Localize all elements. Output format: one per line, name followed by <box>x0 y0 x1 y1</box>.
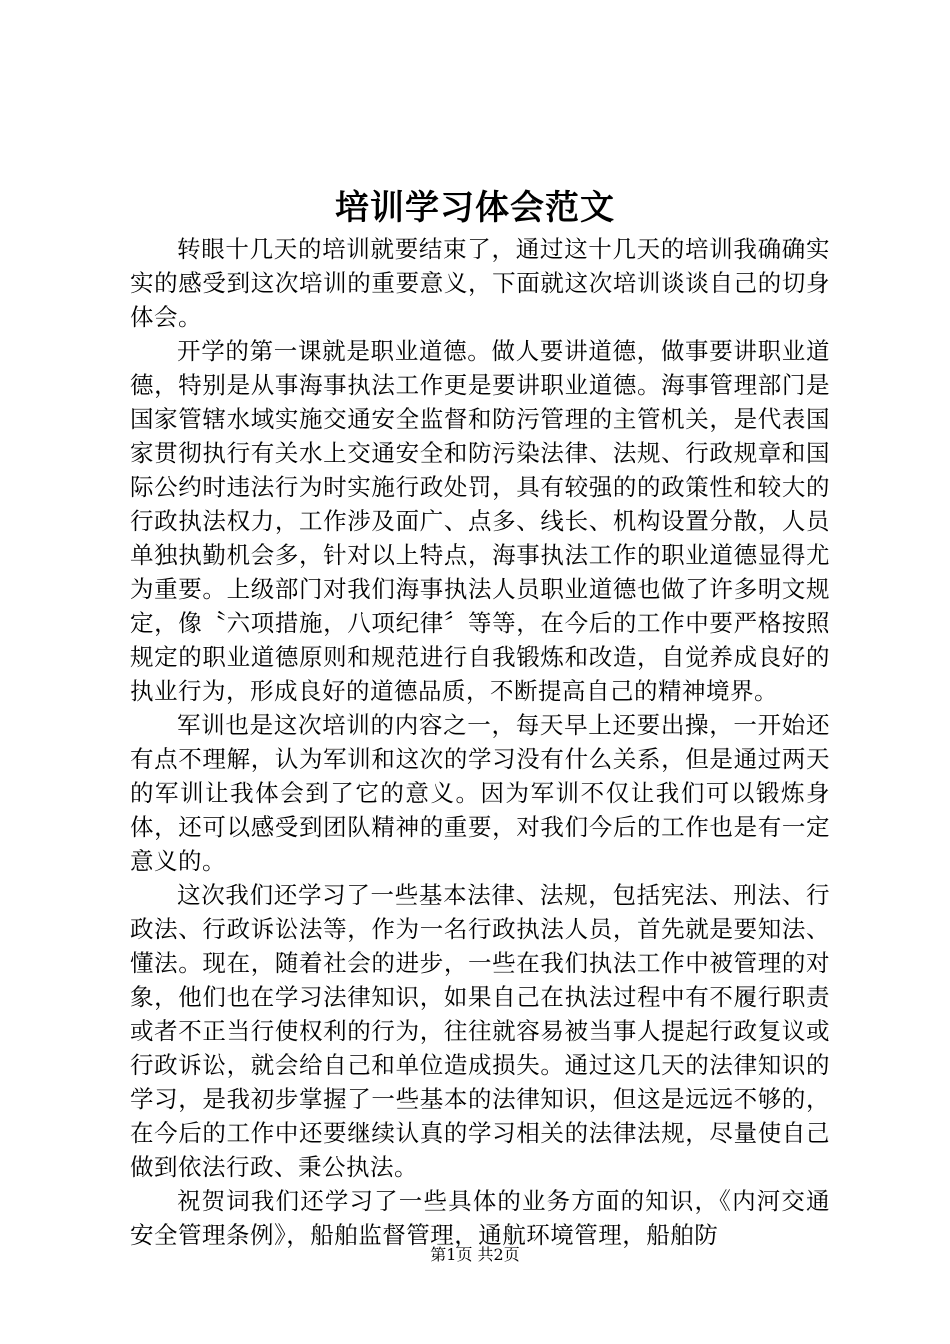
document-body <box>130 232 830 1252</box>
document-title: 培训学习体会范文 <box>335 188 615 228</box>
paragraph-law-study: 这次我们还学习了一些基本法律、法规，包括宪法、刑法、行政法、行政诉讼法等，作为一名行政执法人员，首先就是要知法、懂法。现在，随着社会的进步，一些在我们执法工作中被管理的对象，他们也在学习法律知识，如果自己在执法过程中有不履行职责或者不正当行使权利的行为，往往就容易被当事人提起行政复议或行政诉讼，就会给自己和单位造成损失。通过这几天的法律知识的学习，是我初步掌握了一些基本的法律知识，但这是远远不够的，在今后的工作中还要继续认真的学习相关的法律法规，尽量使自己做到依法行政、秉公执法。 <box>130 881 830 1181</box>
paragraph-business-knowledge: 祝贺词我们还学习了一些具体的业务方面的知识，《内河交通安全管理条例》，船舶监督管理，通航环境管理，船舶防 <box>130 1187 830 1249</box>
page-number-footer: 第1页 共2页 <box>430 1245 520 1264</box>
paragraph-military-training: 军训也是这次培训的内容之一，每天早上还要出操，一开始还有点不理解，认为军训和这次的学习没有什么关系，但是通过两天的军训让我体会到了它的意义。因为军训不仅让我们可以锻炼身体，还可以感受到团队精神的重要，对我们今后的工作也是有一定意义的。 <box>130 711 830 875</box>
paragraph-professional-ethics: 开学的第一课就是职业道德。做人要讲道德，做事要讲职业道德，特别是从事海事执法工作更是要讲职业道德。海事管理部门是国家管辖水域实施交通安全监督和防污管理的主管机关，是代表国家贯彻执行有关水上交通安全和防污染法律、法规、行政规章和国际公约时违法行为时实施行政处罚，具有较强的的政策性和较大的行政执法权力，工作涉及面广、点多、线长、机构设置分散，人员单独执勤机会多，针对以上特点，海事执法工作的职业道德显得尤为重要。上级部门对我们海事执法人员职业道德也做了许多明文规定，像〝六项措施，八项纪律〞等等，在今后的工作中要严格按照规定的职业道德原则和规范进行自我锻炼和改造，自觉养成良好的执业行为，形成良好的道德品质，不断提高自己的精神境界。 <box>130 337 830 705</box>
paragraph-intro: 转眼十几天的培训就要结束了，通过这十几天的培训我确确实实的感受到这次培训的重要意义，下面就这次培训谈谈自己的切身体会。 <box>130 235 830 331</box>
